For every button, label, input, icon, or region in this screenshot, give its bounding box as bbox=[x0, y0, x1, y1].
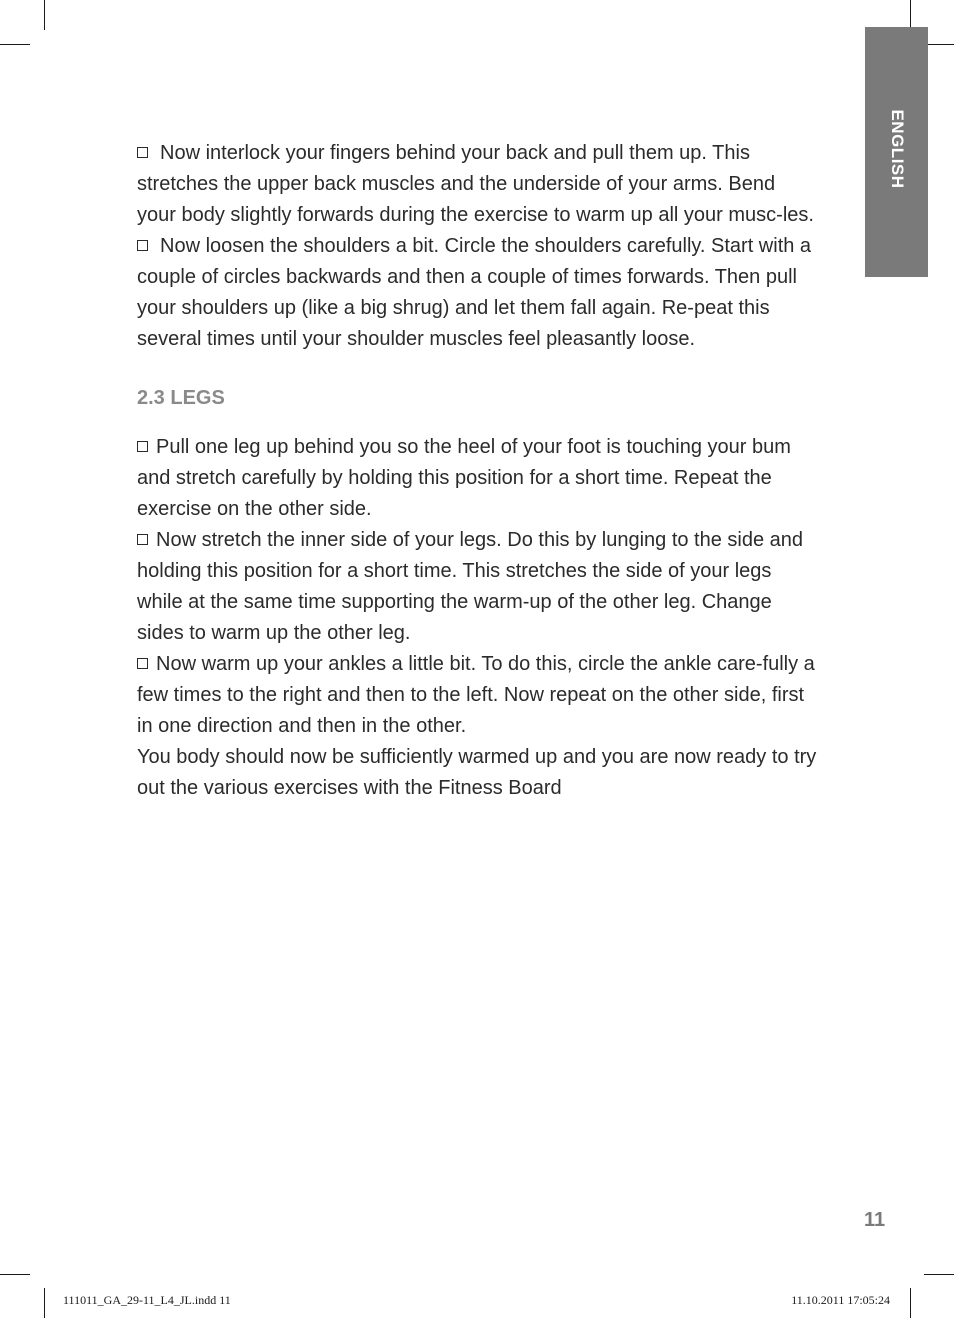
paragraph bbox=[137, 138, 817, 231]
crop-mark-top-right-v bbox=[910, 0, 911, 30]
language-tab-label: ENGLISH bbox=[887, 109, 907, 189]
page-content bbox=[137, 138, 817, 804]
page-number: 11 bbox=[864, 1209, 886, 1231]
crop-mark-top-right-h bbox=[924, 44, 954, 45]
checkbox-bullet-icon bbox=[137, 658, 148, 669]
paragraph-text: Now interlock your fingers behind your back and pull them up. This stretches the upper back muscles and the underside of your arms. Bend your body slightly forwards during the exercise to warm up all your musc-les. bbox=[137, 142, 814, 226]
list-item bbox=[137, 432, 817, 525]
crop-mark-bottom-right-h bbox=[924, 1274, 954, 1275]
closing-paragraph: You body should now be sufficiently warmed up and you are now ready to try out the various exercises with the Fitness Board bbox=[137, 746, 817, 799]
section-heading: 2.3 LEGS bbox=[137, 387, 225, 409]
crop-mark-bottom-left-v bbox=[44, 1288, 45, 1318]
list-item bbox=[137, 649, 817, 742]
crop-mark-bottom-right-v bbox=[910, 1288, 911, 1318]
crop-mark-top-left-h bbox=[0, 44, 30, 45]
crop-mark-top-left-v bbox=[44, 0, 45, 30]
list-item bbox=[137, 525, 817, 649]
list-item-text: Pull one leg up behind you so the heel of your foot is touching your bum and stretch carefully by holding this position for a short time. Repeat the exercise on the other side. bbox=[137, 436, 791, 520]
checkbox-bullet-icon bbox=[137, 240, 148, 251]
checkbox-bullet-icon bbox=[137, 441, 148, 452]
list-item-text: Now warm up your ankles a little bit. To do this, circle the ankle care-fully a few times to the right and then to the left. Now repeat on the other side, first in one direction and then in the other. bbox=[137, 653, 815, 737]
language-tab bbox=[865, 27, 928, 277]
checkbox-bullet-icon bbox=[137, 147, 148, 158]
slug-timestamp: 11.10.2011 17:05:24 bbox=[791, 1293, 890, 1307]
paragraph-text: Now loosen the shoulders a bit. Circle the shoulders carefully. Start with a couple of circles backwards and then a couple of times forwards. Then pull your shoulders up (like a big shrug) and let them fall again. Re-peat this several times until your shoulder muscles feel pleasantly loose. bbox=[137, 235, 812, 350]
crop-mark-bottom-left-h bbox=[0, 1274, 30, 1275]
paragraph bbox=[137, 231, 817, 355]
slug-file-info: 111011_GA_29-11_L4_JL.indd 11 bbox=[63, 1293, 231, 1307]
list-item-text: Now stretch the inner side of your legs. Do this by lunging to the side and holding this position for a short time. This stretches the side of your legs while at the same time supporting the warm-up of the other leg. Change sides to warm up the other leg. bbox=[137, 529, 804, 644]
checkbox-bullet-icon bbox=[137, 534, 148, 545]
